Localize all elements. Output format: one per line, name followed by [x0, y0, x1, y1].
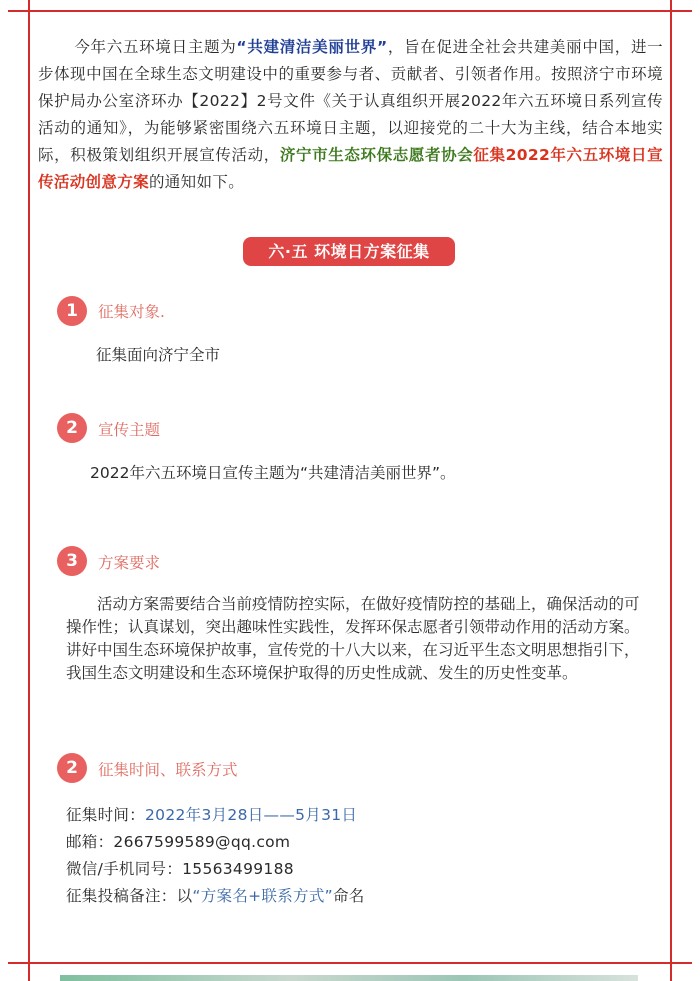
section-body: 2022年六五环境日宣传主题为“共建清洁美丽世界”。	[90, 464, 456, 482]
phone-value: 15563499188	[182, 860, 294, 878]
section-number-badge: 2	[57, 753, 87, 783]
contact-email-line	[66, 830, 290, 852]
section-number-badge: 2	[57, 413, 87, 443]
intro-lead: 今年六五环境日主题为	[74, 38, 237, 56]
intro-call: 征集2022年六五环境日宣传活动创意方案	[38, 146, 663, 191]
frame-left-line	[28, 0, 30, 981]
intro-org: 济宁市生态环保志愿者协会	[279, 146, 474, 164]
intro-body: ，旨在促进全社会共建美丽中国，进一步体现中国在全球生态文明建设中的重要参与者、贡献者、引领者作用。按照济宁市环境保护局办公室济环办【2022】2号文件《关于认真组织开展2022年六五环境日系列宣传活动的通知》，为能够紧密围绕六五环境日主题，以迎接党的二十大为主线，结合本地实际，积极策划组织开展宣传活动，	[38, 38, 663, 164]
section-title: 方案要求	[98, 554, 161, 572]
naming-format: “方案名+联系方式”	[192, 887, 333, 905]
section-number-badge: 1	[57, 296, 87, 326]
frame-top-line	[8, 10, 692, 12]
intro-theme: “共建清洁美丽世界”	[236, 38, 388, 56]
email-value: 2667599589@qq.com	[113, 833, 291, 851]
intro-tail: 的通知如下。	[148, 173, 245, 191]
section-body: 活动方案需要结合当前疫情防控实际，在做好疫情防控的基础上，确保活动的可操作性；认真谋划，突出趣味性实践性，发挥环保志愿者引领带动作用的活动方案。讲好中国生态环境保护故事，宣传党的十八大以来，在习近平生态文明思想指引下，我国生态文明建设和生态环境保护取得的历史性成就、发生的历史性变革。	[66, 595, 640, 682]
contact-label: 微信/手机同号：	[66, 860, 183, 878]
section-title: 征集时间、联系方式	[98, 761, 238, 779]
contact-label: 征集投稿备注：以	[66, 887, 193, 905]
note-tail: 命名	[332, 887, 365, 905]
contact-label: 邮箱：	[66, 833, 114, 851]
section-body-paragraph	[66, 593, 644, 685]
section-title: 征集对象.	[98, 303, 165, 321]
intro-paragraph	[38, 34, 663, 196]
frame-right-line	[670, 0, 672, 981]
contact-time-line	[66, 803, 357, 825]
section-title: 宣传主题	[98, 421, 161, 439]
section-banner: 六·五 环境日方案征集	[243, 237, 455, 266]
bottom-image-strip	[60, 975, 638, 981]
section-body: 征集面向济宁全市	[96, 346, 221, 364]
contact-wechat-line	[66, 857, 294, 879]
contact-note-line	[66, 884, 365, 906]
contact-label: 征集时间：	[66, 806, 146, 824]
section-number-badge: 3	[57, 546, 87, 576]
collection-period: 2022年3月28日——5月31日	[145, 806, 358, 824]
frame-bottom-line	[8, 962, 692, 964]
